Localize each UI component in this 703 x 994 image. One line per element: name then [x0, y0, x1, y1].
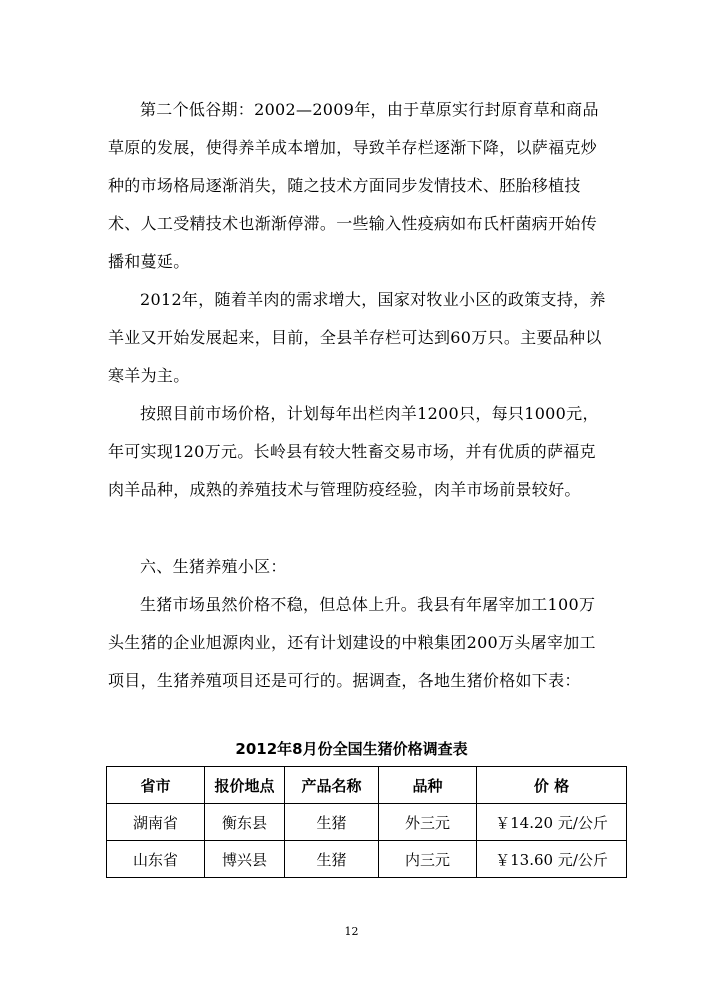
cell-location: 博兴县 — [205, 841, 285, 878]
cell-location: 衡东县 — [205, 804, 285, 841]
cell-variety: 内三元 — [379, 841, 477, 878]
paragraph-pig-market: 生猪市场虽然价格不稳，但总体上升。我县有年屠宰加工100万头生猪的企业旭源肉业，还有计划建设的中粮集团200万头屠宰加工项目，生猪养殖项目还是可行的。据调查，各地生猪价格如下表： — [108, 595, 596, 690]
header-location: 报价地点 — [205, 767, 285, 804]
cell-province: 山东省 — [107, 841, 205, 878]
header-province: 省市 — [107, 767, 205, 804]
section-heading-pig-farming: 六、生猪养殖小区： — [140, 557, 287, 576]
header-product: 产品名称 — [285, 767, 379, 804]
table-header-row — [107, 767, 627, 804]
page-number: 12 — [344, 925, 359, 938]
cell-product: 生猪 — [285, 841, 379, 878]
table-row — [107, 804, 627, 841]
header-variety: 品种 — [379, 767, 477, 804]
table-row — [107, 841, 627, 878]
paragraph-market-plan: 按照目前市场价格，计划每年出栏肉羊1200只，每只1000元，年可实现120万元。长岭县有较大牲畜交易市场，并有优质的萨福克肉羊品种，成熟的养殖技术与管理防疫经验，肉羊市场前景较好。 — [108, 404, 599, 499]
cell-price: ￥14.20 元/公斤 — [477, 804, 627, 841]
paragraph-2012-development: 2012年，随着羊肉的需求增大，国家对牧业小区的政策支持，养羊业又开始发展起来，目前，全县羊存栏可达到60万只。主要品种以寒羊为主。 — [108, 290, 606, 385]
cell-variety: 外三元 — [379, 804, 477, 841]
cell-product: 生猪 — [285, 804, 379, 841]
table-caption: 2012年8月份全国生猪价格调查表 — [235, 740, 468, 758]
header-price: 价 格 — [477, 767, 627, 804]
paragraph-second-trough: 第二个低谷期：2002—2009年，由于草原实行封原育草和商品草原的发展，使得养羊成本增加，导致羊存栏逐渐下降，以萨福克炒种的市场格局逐渐消失，随之技术方面同步发情技术、胚胎移植技术、人工受精技术也渐渐停滞。一些输入性疫病如布氏杆菌病开始传播和蔓延。 — [108, 100, 599, 271]
cell-price: ￥13.60 元/公斤 — [477, 841, 627, 878]
pig-price-table — [106, 766, 627, 878]
cell-province: 湖南省 — [107, 804, 205, 841]
